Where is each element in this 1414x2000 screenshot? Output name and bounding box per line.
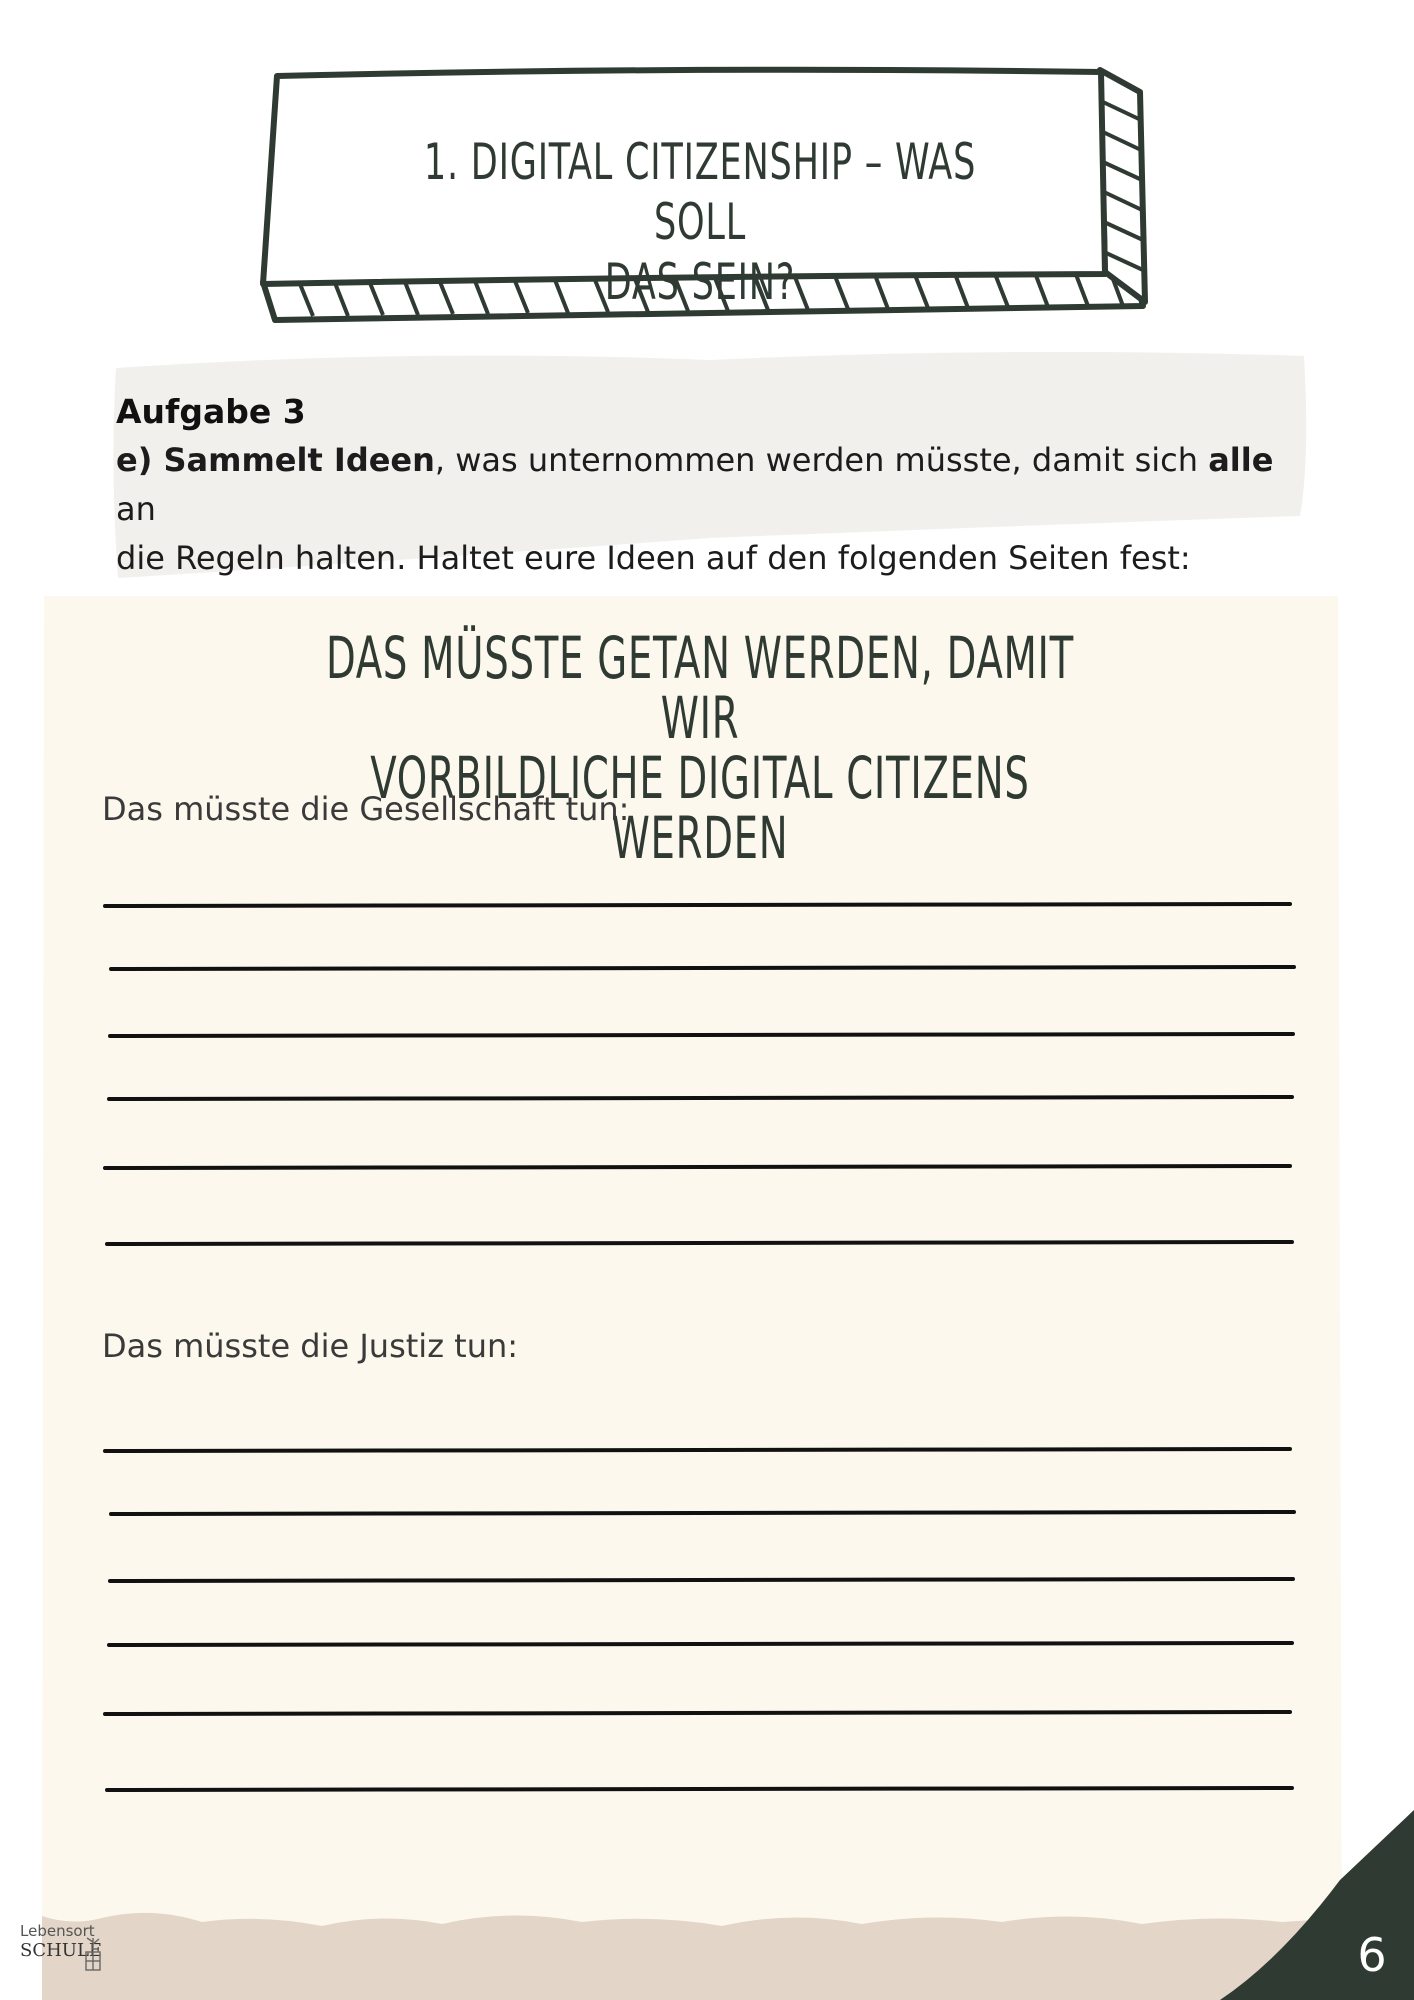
task-heading: Aufgabe 3 <box>116 392 306 431</box>
page-number: 6 <box>1357 1928 1387 1982</box>
prompt-society: Das müsste die Gesellschaft tun: <box>102 790 630 828</box>
tree-house-icon <box>82 1936 104 1972</box>
task-text-part1: , was unternommen werden müsste, damit sich <box>434 441 1209 479</box>
worksheet-heading-line1: DAS MÜSSTE GETAN WERDEN, DAMIT WIR <box>326 624 1074 752</box>
task-instructions <box>116 436 1316 583</box>
prompt-justice: Das müsste die Justiz tun: <box>102 1327 519 1365</box>
logo-lebensort: Lebensort <box>20 1922 95 1940</box>
task-bold-word: alle <box>1208 441 1274 479</box>
task-text-part2: an <box>116 490 156 528</box>
worksheet-heading-line2: VORBILDLICHE DIGITAL CITIZENS WERDEN <box>370 744 1030 872</box>
page-title-line1: 1. DIGITAL CITIZENSHIP – WAS SOLL <box>423 133 977 251</box>
task-instructions-line2: die Regeln halten. Haltet eure Ideen auf den folgenden Seiten fest: <box>116 539 1191 577</box>
logo-schule: SCHULE <box>20 1940 103 1961</box>
page-title <box>388 132 1012 312</box>
worksheet-heading <box>293 624 1107 872</box>
task-instructions-line1 <box>116 436 1316 534</box>
task-prefix: e) Sammelt Ideen <box>116 441 435 479</box>
page-title-line2: DAS SEIN? <box>604 253 796 311</box>
